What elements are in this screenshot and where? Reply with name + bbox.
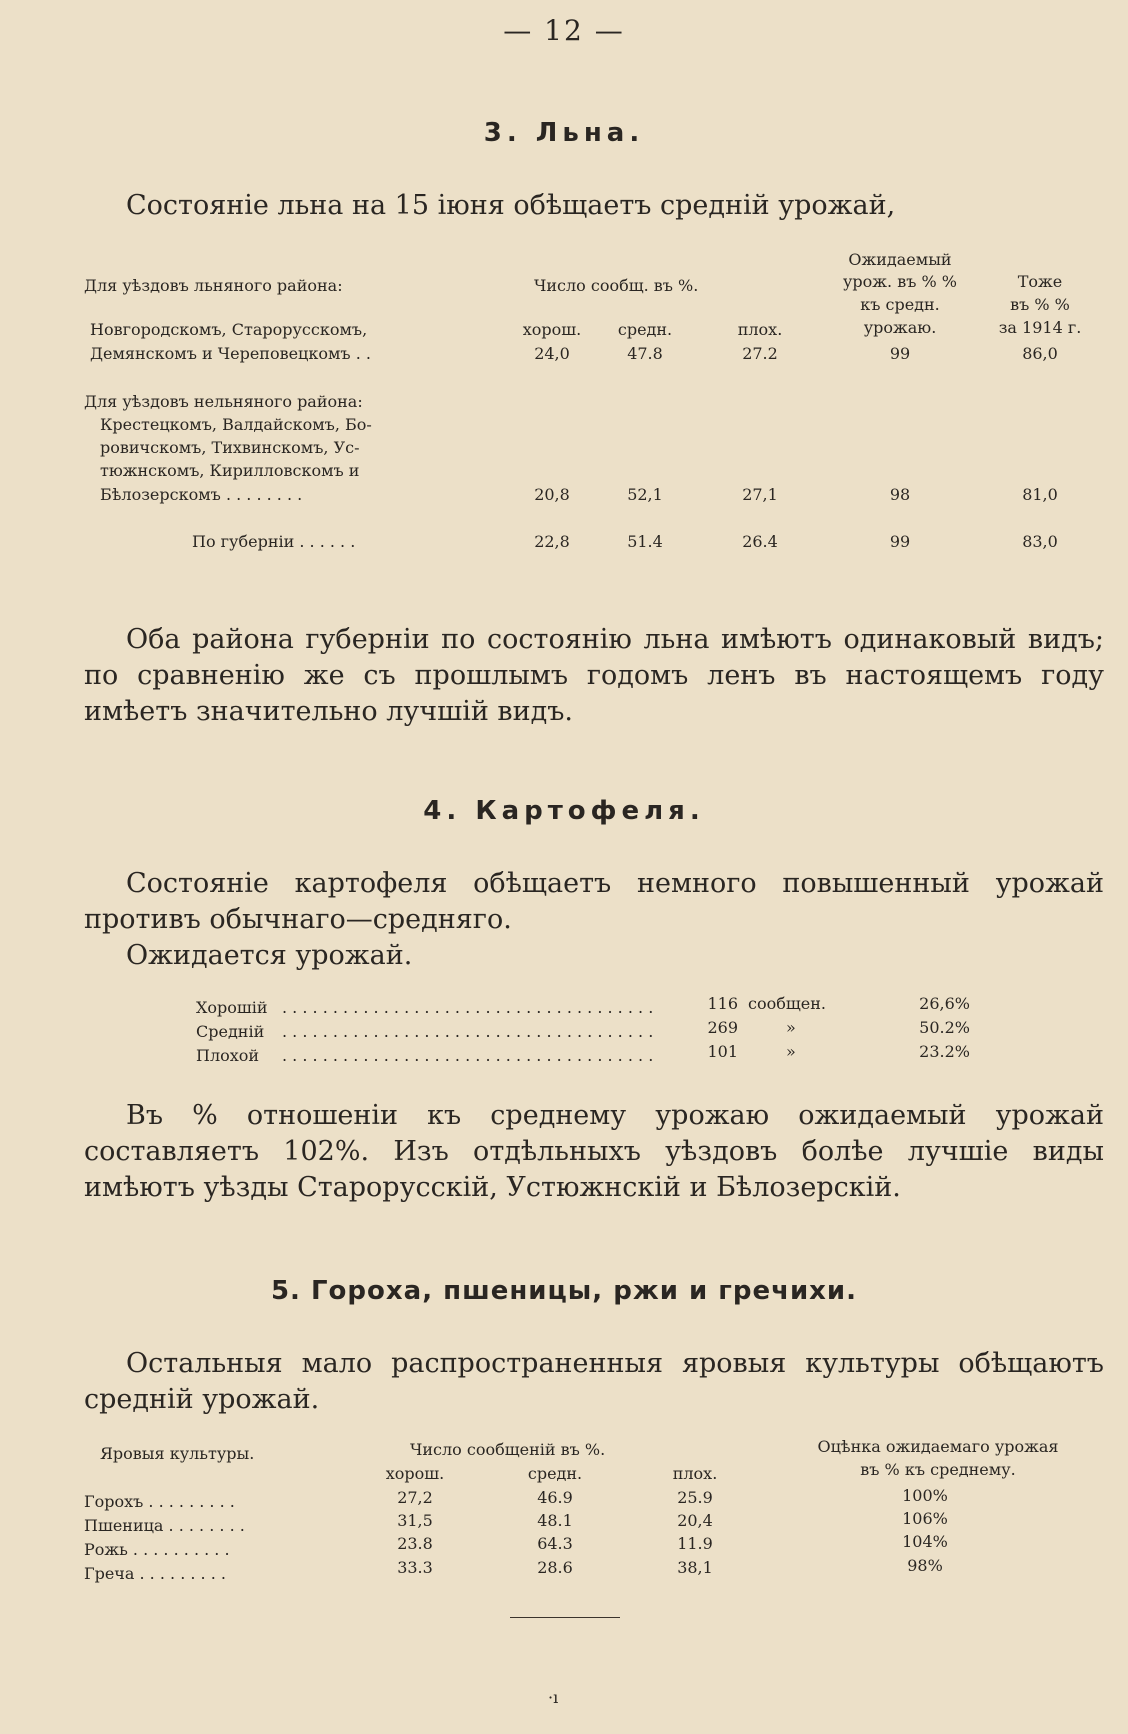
- flax-bad-header: плох.: [737, 320, 783, 339]
- others-reports-header: Число сообщенiй въ %.: [410, 1440, 606, 1459]
- potato-row-pct: 26,6%: [919, 994, 970, 1013]
- potato-row-pct: 23.2%: [919, 1042, 970, 1061]
- potato-row-pct: 50.2%: [919, 1018, 970, 1037]
- potato-row-count: 269: [707, 1018, 738, 1037]
- potato-row-label: Среднiй: [196, 1022, 265, 1041]
- flax-expected-h2: урож. въ % %: [843, 272, 957, 291]
- others-row-good: 27,2: [397, 1488, 433, 1507]
- flax-total-prev: 83,0: [1022, 532, 1058, 551]
- others-avg-header: средн.: [527, 1464, 583, 1483]
- potato-expected: Ожидается урожай.: [126, 940, 413, 971]
- others-row-avg: 48.1: [537, 1511, 573, 1530]
- others-row-label: Греча . . . . . . . . .: [84, 1564, 226, 1583]
- others-row-avg: 28.6: [537, 1558, 573, 1577]
- others-row-good: 31,5: [397, 1511, 433, 1530]
- closing-rule: [510, 1617, 620, 1618]
- flax-total-expected: 99: [889, 532, 911, 551]
- potato-conclusion: Въ % отношенiи къ среднему урожаю ожидаемый урожай составляетъ 102%. Изъ отдѣльныхъ уѣздовъ болѣе лучшiе виды имѣютъ уѣзды Старорусскiй, Устюжнскiй и Бѣлозерскiй.: [84, 1100, 1104, 1203]
- others-row-estimate: 100%: [902, 1486, 948, 1505]
- potato-row-unit: »: [786, 1042, 796, 1061]
- flax-expected-h1: Ожидаемый: [848, 250, 952, 269]
- potato-row-unit: сообщен.: [748, 994, 826, 1013]
- flax-row-good: 20,8: [534, 485, 570, 504]
- flax-intro: Состоянiе льна на 15 iюня обѣщаетъ среднiй урожай,: [126, 190, 896, 221]
- flax-row-label: Новгородскомъ, Старорусскомъ,: [90, 320, 368, 339]
- others-row-bad: 11.9: [677, 1534, 713, 1553]
- others-row-bad: 38,1: [677, 1558, 713, 1577]
- others-row-good: 23.8: [397, 1534, 433, 1553]
- flax-row-avg: 52,1: [627, 485, 663, 504]
- flax-row-label: ровичскомъ, Тихвинскомъ, Ус-: [100, 438, 360, 457]
- flax-good-header: хорош.: [522, 320, 582, 339]
- flax-conclusion: Оба района губернiи по состоянiю льна имѣютъ одинаковый видъ; по сравненiю же съ прошлымъ годомъ ленъ въ настоящемъ году имѣетъ значительно лучшiй видъ.: [84, 624, 1104, 727]
- others-row-estimate: 98%: [907, 1556, 943, 1575]
- potato-leader: . . . . . . . . . . . . . . . . . . . . . . . . . . . . . . . . . . . . .: [282, 998, 654, 1017]
- others-estimate-h2: въ % къ среднему.: [860, 1460, 1016, 1479]
- flax-same-h1: Тоже: [1017, 272, 1063, 291]
- others-good-header: хорош.: [385, 1464, 445, 1483]
- others-crops-header: Яровыя культуры.: [100, 1444, 255, 1463]
- flax-total-good: 22,8: [534, 532, 570, 551]
- flax-total-label: По губернiи . . . . . .: [192, 532, 356, 551]
- flax-reports-header: Число сообщ. въ %.: [534, 276, 699, 295]
- flax-total-avg: 51.4: [627, 532, 663, 551]
- others-row-label: Горохъ . . . . . . . . .: [84, 1492, 235, 1511]
- flax-row-bad: 27,1: [742, 485, 778, 504]
- flax-total-bad: 26.4: [742, 532, 778, 551]
- others-row-estimate: 106%: [902, 1509, 948, 1528]
- flax-row-bad: 27.2: [742, 344, 778, 363]
- flax-region-label: Для уѣздовъ льняного района:: [84, 276, 343, 295]
- flax-row-label: Крестецкомъ, Валдайскомъ, Бо-: [100, 415, 372, 434]
- others-row-avg: 46.9: [537, 1488, 573, 1507]
- flax-row-expected: 99: [889, 344, 911, 363]
- potato-leader: . . . . . . . . . . . . . . . . . . . . . . . . . . . . . . . . . . . . .: [282, 1046, 654, 1065]
- flax-same-h2: въ % %: [1010, 295, 1070, 314]
- potato-row-label: Плохой: [196, 1046, 260, 1065]
- footer-mark: ·ı: [548, 1688, 559, 1707]
- potato-row-unit: »: [786, 1018, 796, 1037]
- flax-expected-h4: урожаю.: [863, 318, 937, 337]
- others-row-good: 33.3: [397, 1558, 433, 1577]
- flax-row-good: 24,0: [534, 344, 570, 363]
- others-row-bad: 20,4: [677, 1511, 713, 1530]
- flax-row-expected: 98: [889, 485, 911, 504]
- others-bad-header: плох.: [672, 1464, 718, 1483]
- flax-row-avg: 47.8: [627, 344, 663, 363]
- potato-row-count: 101: [707, 1042, 738, 1061]
- potato-row-label: Хорошiй: [196, 998, 268, 1017]
- others-estimate-h1: Оцѣнка ожидаемаго урожая: [817, 1437, 1059, 1456]
- flax-row-prev: 81,0: [1022, 485, 1058, 504]
- flax-row-label: Демянскомъ и Череповецкомъ . .: [90, 344, 371, 363]
- flax-row-prev: 86,0: [1022, 344, 1058, 363]
- flax-row-label: тюжнскомъ, Кирилловскомъ и: [100, 461, 360, 480]
- others-heading: 5. Гороха, пшеницы, ржи и гречихи.: [270, 1276, 858, 1306]
- others-row-avg: 64.3: [537, 1534, 573, 1553]
- others-intro: Остальныя мало распространенныя яровыя культуры обѣщаютъ среднiй урожай.: [84, 1348, 1104, 1415]
- flax-same-h3: за 1914 г.: [998, 318, 1082, 337]
- page-number: — 12 —: [503, 14, 625, 47]
- potato-row-count: 116: [707, 994, 738, 1013]
- flax-row-label: Для уѣздовъ нельняного района:: [84, 392, 363, 411]
- potato-intro: Состоянiе картофеля обѣщаетъ немного повышенный урожай противъ обычнаго—средняго.: [84, 868, 1104, 935]
- flax-heading: 3. Льна.: [483, 118, 645, 148]
- others-row-bad: 25.9: [677, 1488, 713, 1507]
- others-row-label: Пшеница . . . . . . . .: [84, 1516, 245, 1535]
- potato-leader: . . . . . . . . . . . . . . . . . . . . . . . . . . . . . . . . . . . . .: [282, 1022, 654, 1041]
- flax-row-label: Бѣлозерскомъ . . . . . . . .: [100, 485, 303, 504]
- others-row-estimate: 104%: [902, 1532, 948, 1551]
- flax-avg-header: средн.: [617, 320, 673, 339]
- others-row-label: Рожь . . . . . . . . . .: [84, 1540, 230, 1559]
- potato-heading: 4. Картофеля.: [423, 796, 705, 826]
- flax-expected-h3: къ средн.: [860, 295, 940, 314]
